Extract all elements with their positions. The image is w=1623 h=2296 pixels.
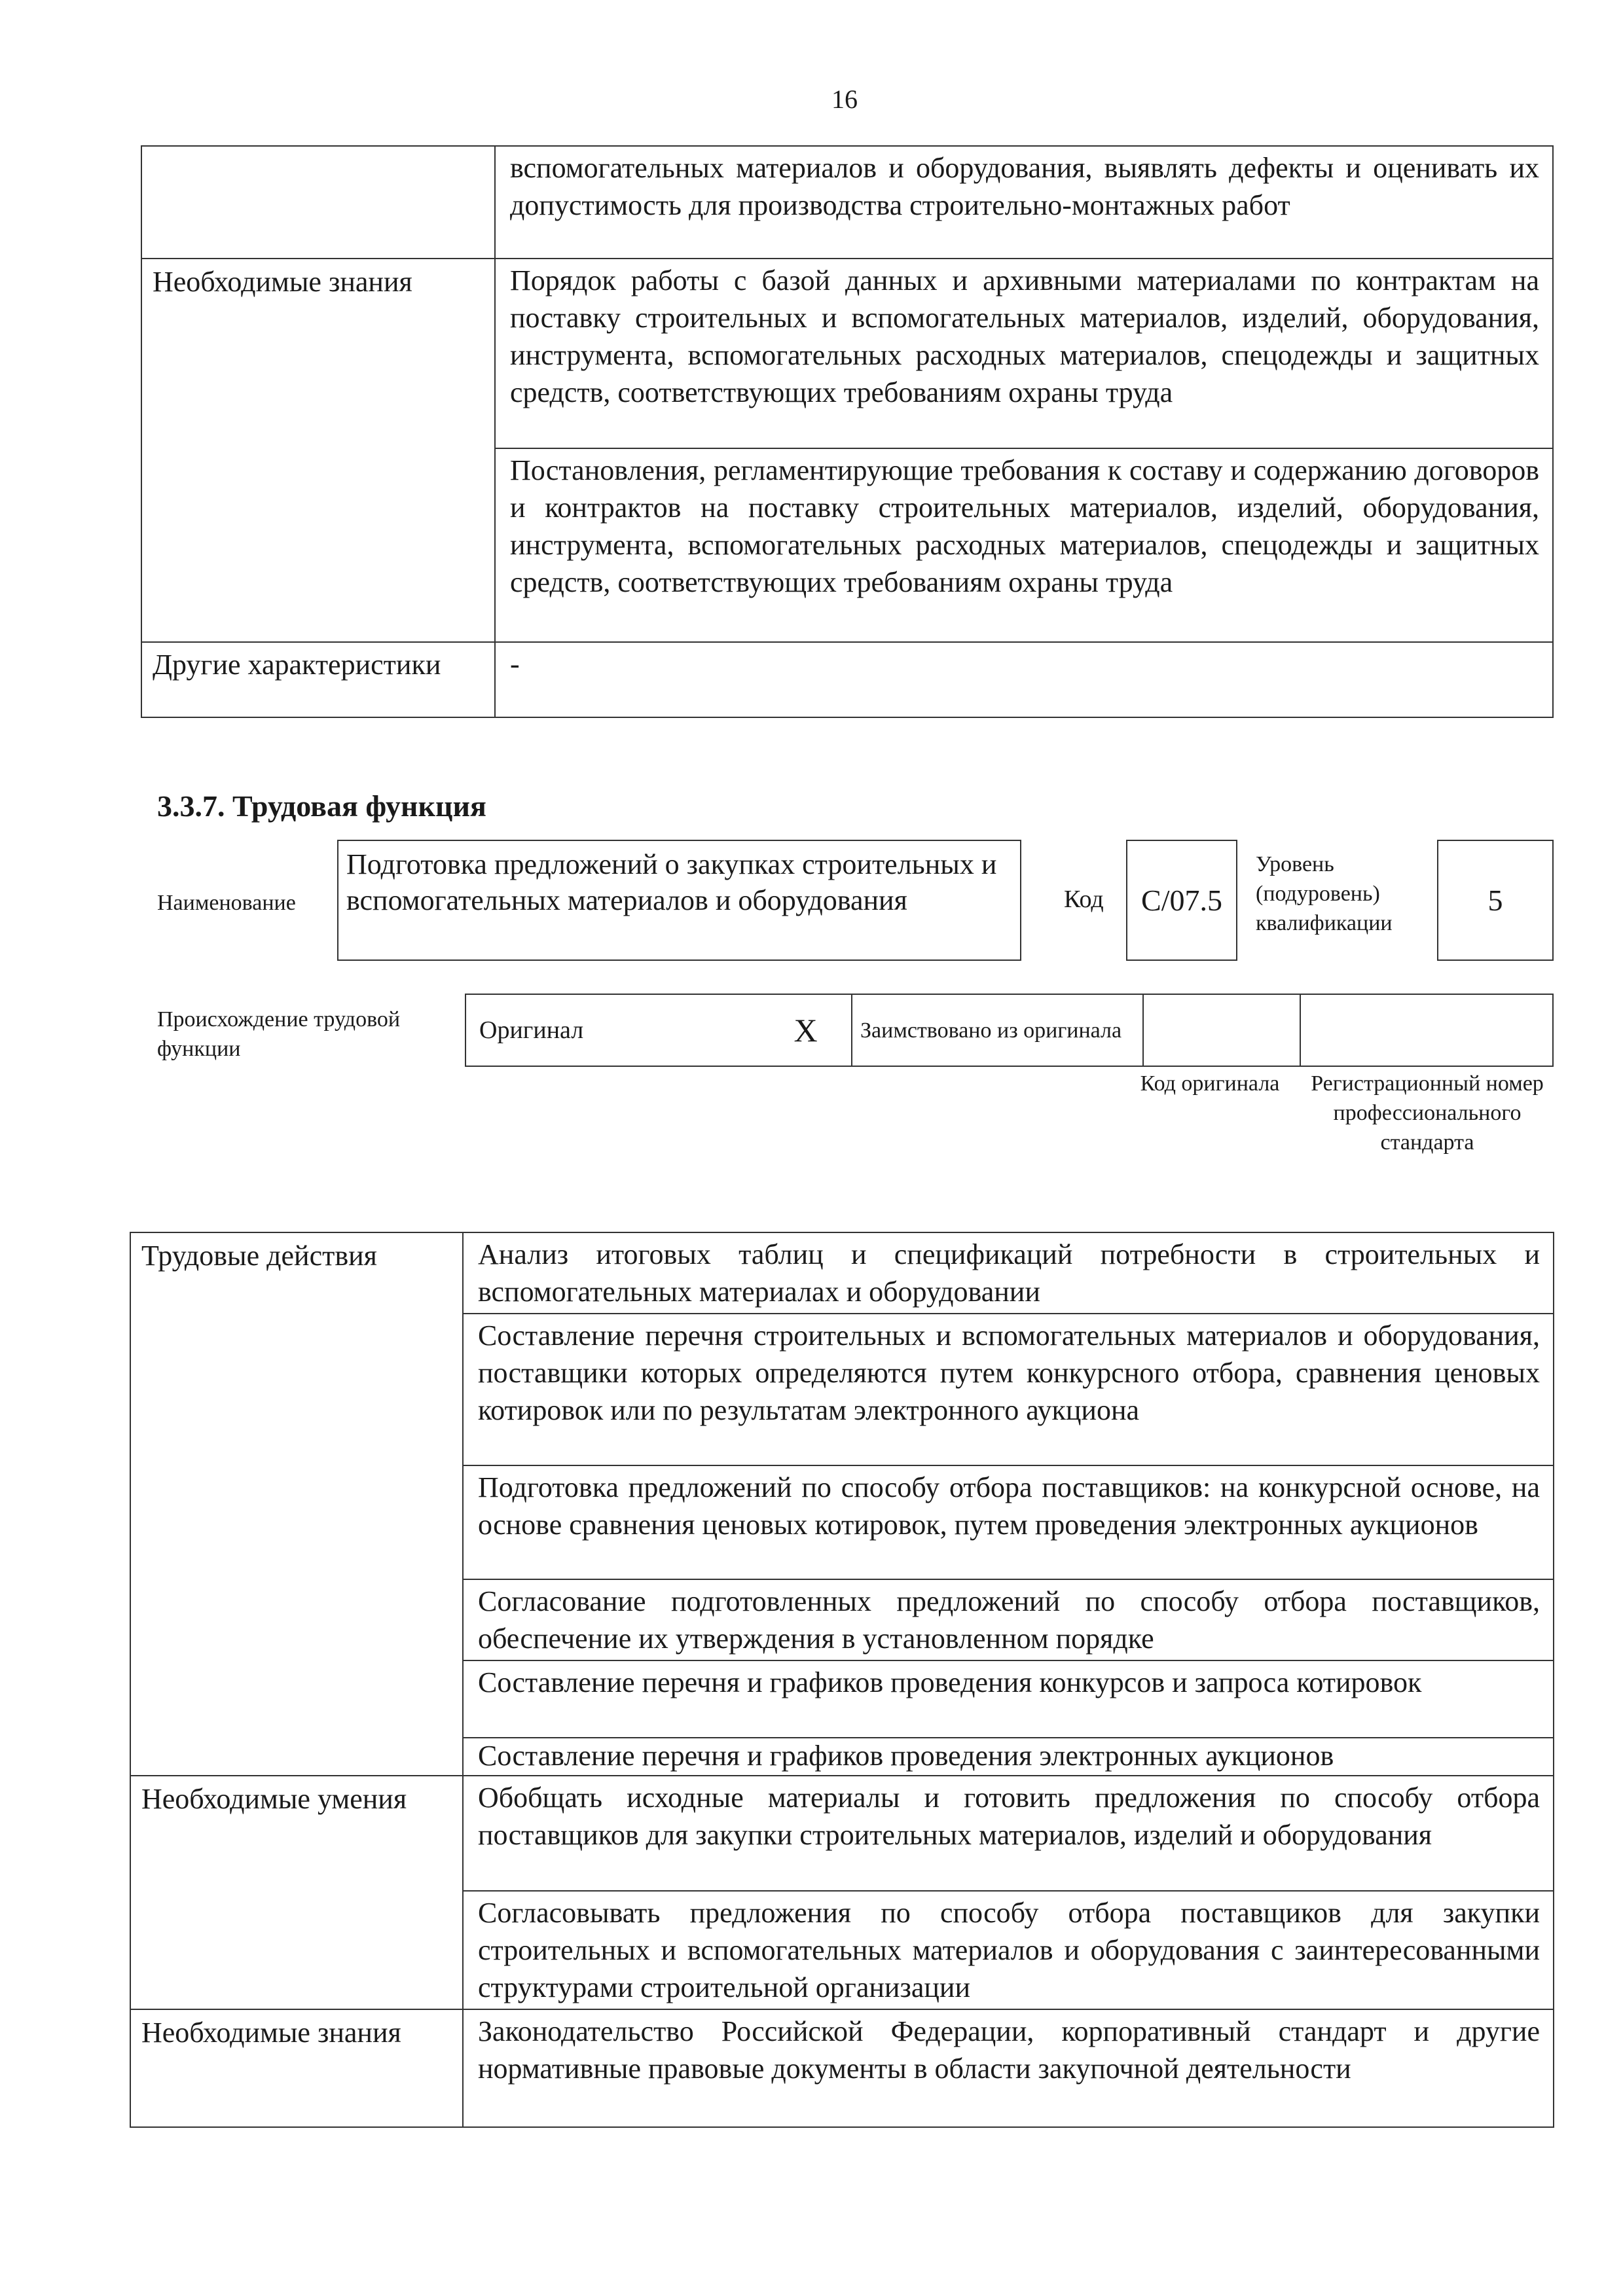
origin-table bbox=[465, 994, 1554, 1067]
row-label: Необходимые знания bbox=[141, 259, 495, 448]
table-row bbox=[141, 642, 1553, 717]
labor-action: Составление перечня строительных и вспомогательных материалов и оборудования, поставщики которых определяются путем конкурсного отбора, сравнения ценовых котировок или по результатам электронного аукциона bbox=[463, 1314, 1554, 1465]
knowledge-item: Законодательство Российской Федерации, корпоративный стандарт и другие нормативные правовые документы в области закупочной деятельности bbox=[463, 2009, 1554, 2127]
section-title: 3.3.7. Трудовая функция bbox=[157, 789, 486, 823]
function-code-box: C/07.5 bbox=[1126, 840, 1237, 961]
origin-label: Происхождение трудовой функции bbox=[157, 1007, 401, 1061]
code-label: Код bbox=[1064, 886, 1104, 913]
row-text: Постановления, регламентирующие требования к составу и содержанию договоров и контрактов на поставку строительных материалов, изделий, оборудования, инструмента, вспомогательных расходных материалов, спецодежды и защитных средств, соответствующих требованиям охраны труда bbox=[495, 448, 1553, 642]
original-code-cell bbox=[1143, 994, 1300, 1066]
page-number: 16 bbox=[831, 84, 858, 114]
table-row bbox=[130, 1232, 1554, 1314]
row-text: - bbox=[495, 642, 1553, 717]
registration-number-cell bbox=[1300, 994, 1553, 1066]
skill-item: Согласовывать предложения по способу отбора поставщиков для закупки строительных и вспомогательных материалов и оборудования с заинтересованными структурами строительной организации bbox=[463, 1891, 1554, 2009]
continuation-table bbox=[141, 145, 1554, 718]
table-row bbox=[141, 448, 1553, 642]
knowledge-label: Необходимые знания bbox=[130, 2009, 463, 2127]
row-label bbox=[141, 448, 495, 642]
table-row bbox=[130, 2009, 1554, 2127]
table-row bbox=[141, 259, 1553, 448]
registration-caption: Регистрационный номер профессионального стандарта bbox=[1311, 1071, 1544, 1155]
table-row bbox=[141, 146, 1553, 259]
skills-label: Необходимые умения bbox=[130, 1776, 463, 2009]
row-label: Другие характеристики bbox=[141, 642, 495, 717]
row-label bbox=[141, 146, 495, 259]
labor-action: Составление перечня и графиков проведения конкурсов и запроса котировок bbox=[463, 1660, 1554, 1738]
labor-action: Согласование подготовленных предложений по способу отбора поставщиков, обеспечение их утверждения в установленном порядке bbox=[463, 1579, 1554, 1660]
name-label: Наименование bbox=[157, 891, 296, 915]
labor-action: Анализ итоговых таблиц и спецификаций потребности в строительных и вспомогательных материалах и оборудовании bbox=[463, 1232, 1554, 1314]
level-label: Уровень (подуровень) квалификации bbox=[1256, 852, 1393, 935]
function-name-box: Подготовка предложений о закупках строительных и вспомогательных материалов и оборудования bbox=[337, 840, 1021, 961]
labor-actions-label: Трудовые действия bbox=[130, 1232, 463, 1776]
table-row bbox=[130, 1776, 1554, 1891]
labor-action: Составление перечня и графиков проведения электронных аукционов bbox=[463, 1738, 1554, 1776]
level-value-box: 5 bbox=[1437, 840, 1554, 961]
original-code-caption: Код оригинала bbox=[1140, 1071, 1280, 1096]
row-text: вспомогательных материалов и оборудования, выявлять дефекты и оценивать их допустимость для производства строительно-монтажных работ bbox=[495, 146, 1553, 259]
original-label: Оригинал bbox=[465, 994, 760, 1066]
borrowed-label: Заимствовано из оригинала bbox=[852, 994, 1143, 1066]
function-details-table bbox=[130, 1232, 1554, 2128]
table-row bbox=[465, 994, 1553, 1066]
labor-action: Подготовка предложений по способу отбора поставщиков: на конкурсной основе, на основе сравнения ценовых котировок, путем проведения электронных аукционов bbox=[463, 1465, 1554, 1579]
skill-item: Обобщать исходные материалы и готовить предложения по способу отбора поставщиков для закупки строительных материалов, изделий и оборудования bbox=[463, 1776, 1554, 1891]
row-text: Порядок работы с базой данных и архивными материалами по контрактам на поставку строительных и вспомогательных материалов, изделий, оборудования, инструмента, вспомогательных расходных материалов, спецодежды и защитных средств, соответствующих требованиям охраны труда bbox=[495, 259, 1553, 448]
original-mark: X bbox=[760, 994, 852, 1066]
